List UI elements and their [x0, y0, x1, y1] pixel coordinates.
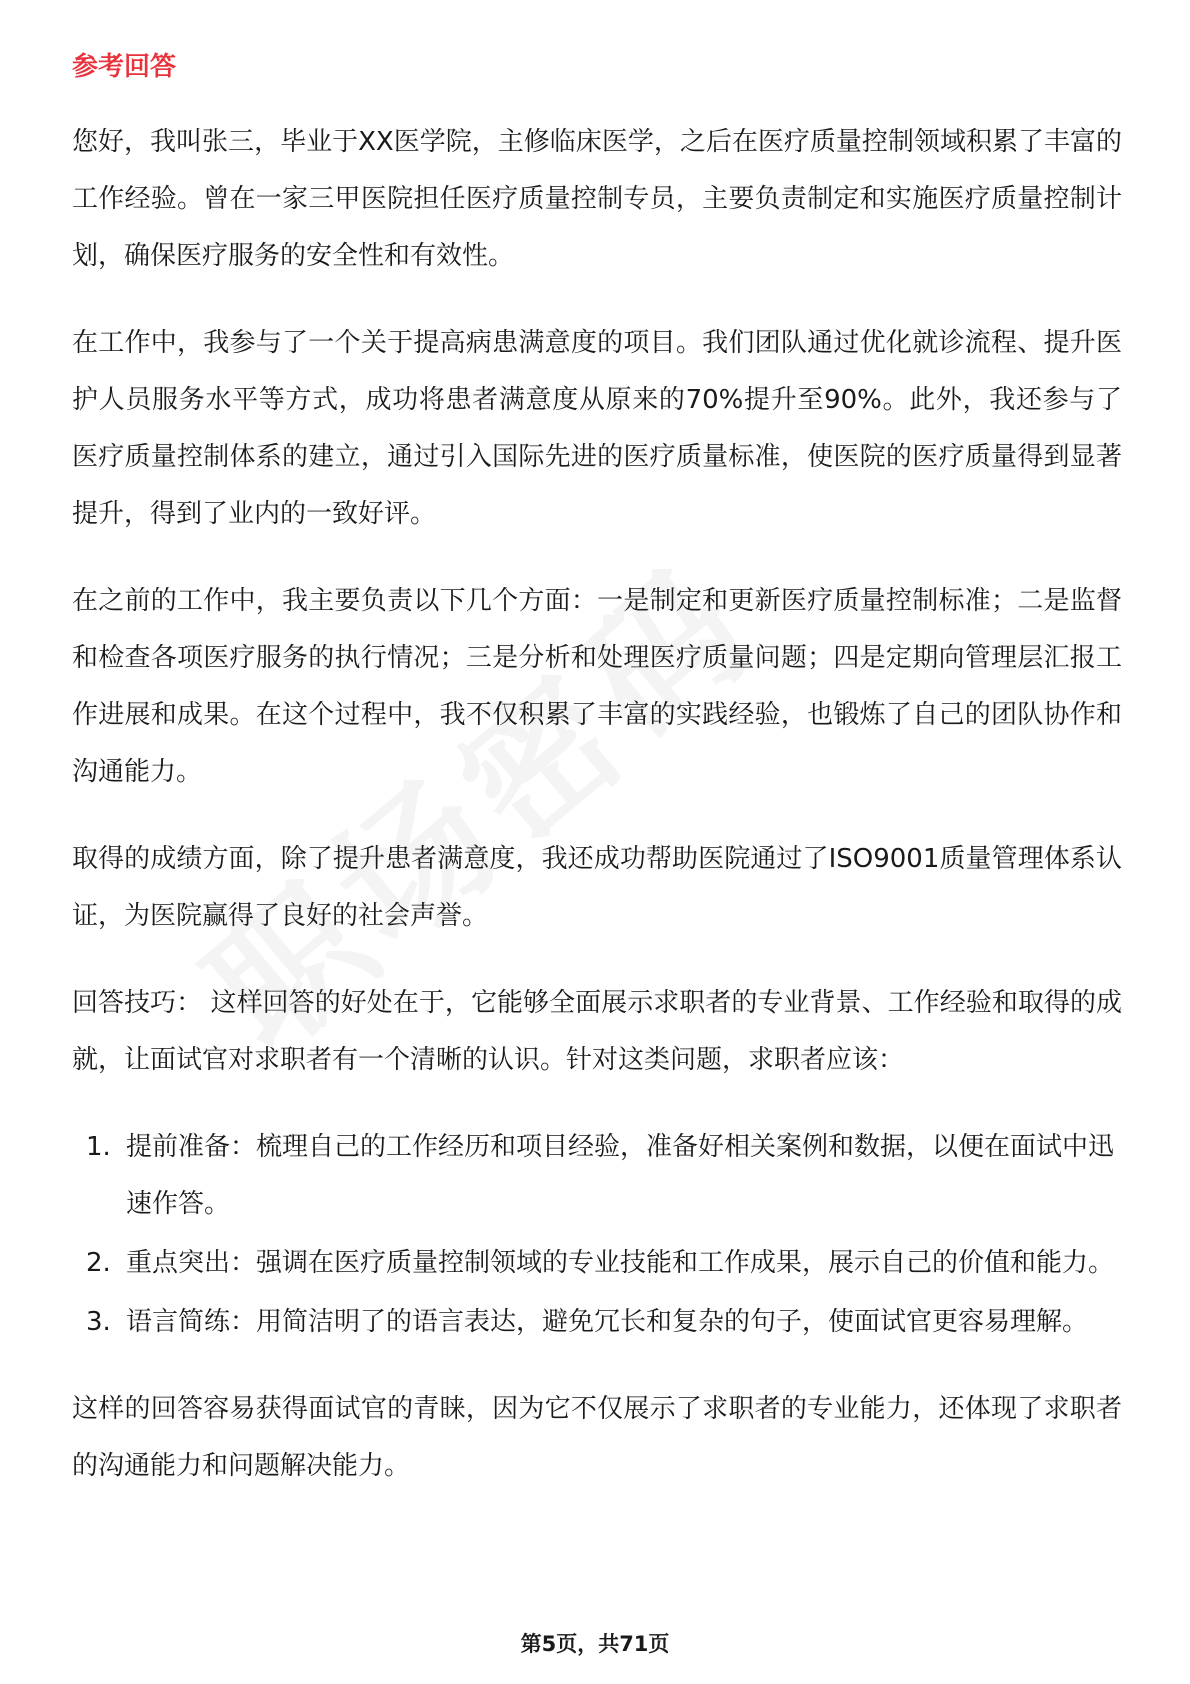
list-item-text: 重点突出：强调在医疗质量控制领域的专业技能和工作成果，展示自己的价值和能力。 — [126, 1248, 1115, 1278]
page-number: 第5页，共71页 — [520, 1632, 670, 1656]
list-item-text: 提前准备：梳理自己的工作经历和项目经验，准备好相关案例和数据，以便在面试中迅速作答。 — [126, 1132, 1115, 1219]
paragraph-responsibilities: 在之前的工作中，我主要负责以下几个方面：一是制定和更新医疗质量控制标准；二是监督和检查各项医疗服务的执行情况；三是分析和处理医疗质量问题；四是定期向管理层汇报工作进展和成果。在这个过程中，我不仅积累了丰富的实践经验，也锻炼了自己的团队协作和沟通能力。 — [72, 586, 1122, 787]
list-item-number: 2. — [86, 1248, 111, 1278]
tips-list — [72, 1119, 1122, 1351]
document-body — [72, 48, 1122, 1525]
paragraph-closing: 这样的回答容易获得面试官的青睐，因为它不仅展示了求职者的专业能力，还体现了求职者的沟通能力和问题解决能力。 — [72, 1394, 1122, 1481]
paragraph-intro: 您好，我叫张三，毕业于XX医学院，主修临床医学，之后在医疗质量控制领域积累了丰富的工作经验。曾在一家三甲医院担任医疗质量控制专员，主要负责制定和实施医疗质量控制计划，确保医疗服务的安全性和有效性。 — [72, 127, 1122, 271]
list-item — [72, 1235, 1122, 1292]
list-item-number: 1. — [86, 1132, 111, 1162]
list-item-number: 3. — [86, 1307, 111, 1337]
list-item — [72, 1294, 1122, 1351]
paragraph-project: 在工作中，我参与了一个关于提高病患满意度的项目。我们团队通过优化就诊流程、提升医护人员服务水平等方式，成功将患者满意度从原来的70%提升至90%。此外，我还参与了医疗质量控制体系的建立，通过引入国际先进的医疗质量标准，使医院的医疗质量得到显著提升，得到了业内的一致好评。 — [72, 328, 1122, 529]
list-item — [72, 1119, 1122, 1233]
paragraph-tips-intro: 回答技巧： 这样回答的好处在于，它能够全面展示求职者的专业背景、工作经验和取得的成就，让面试官对求职者有一个清晰的认识。针对这类问题，求职者应该： — [72, 988, 1122, 1075]
section-title: 参考回答 — [72, 52, 177, 82]
list-item-text: 语言简练：用简洁明了的语言表达，避免冗长和复杂的句子，使面试官更容易理解。 — [126, 1307, 1089, 1337]
paragraph-achievements: 取得的成绩方面，除了提升患者满意度，我还成功帮助医院通过了ISO9001质量管理体系认证，为医院赢得了良好的社会声誉。 — [72, 844, 1122, 931]
